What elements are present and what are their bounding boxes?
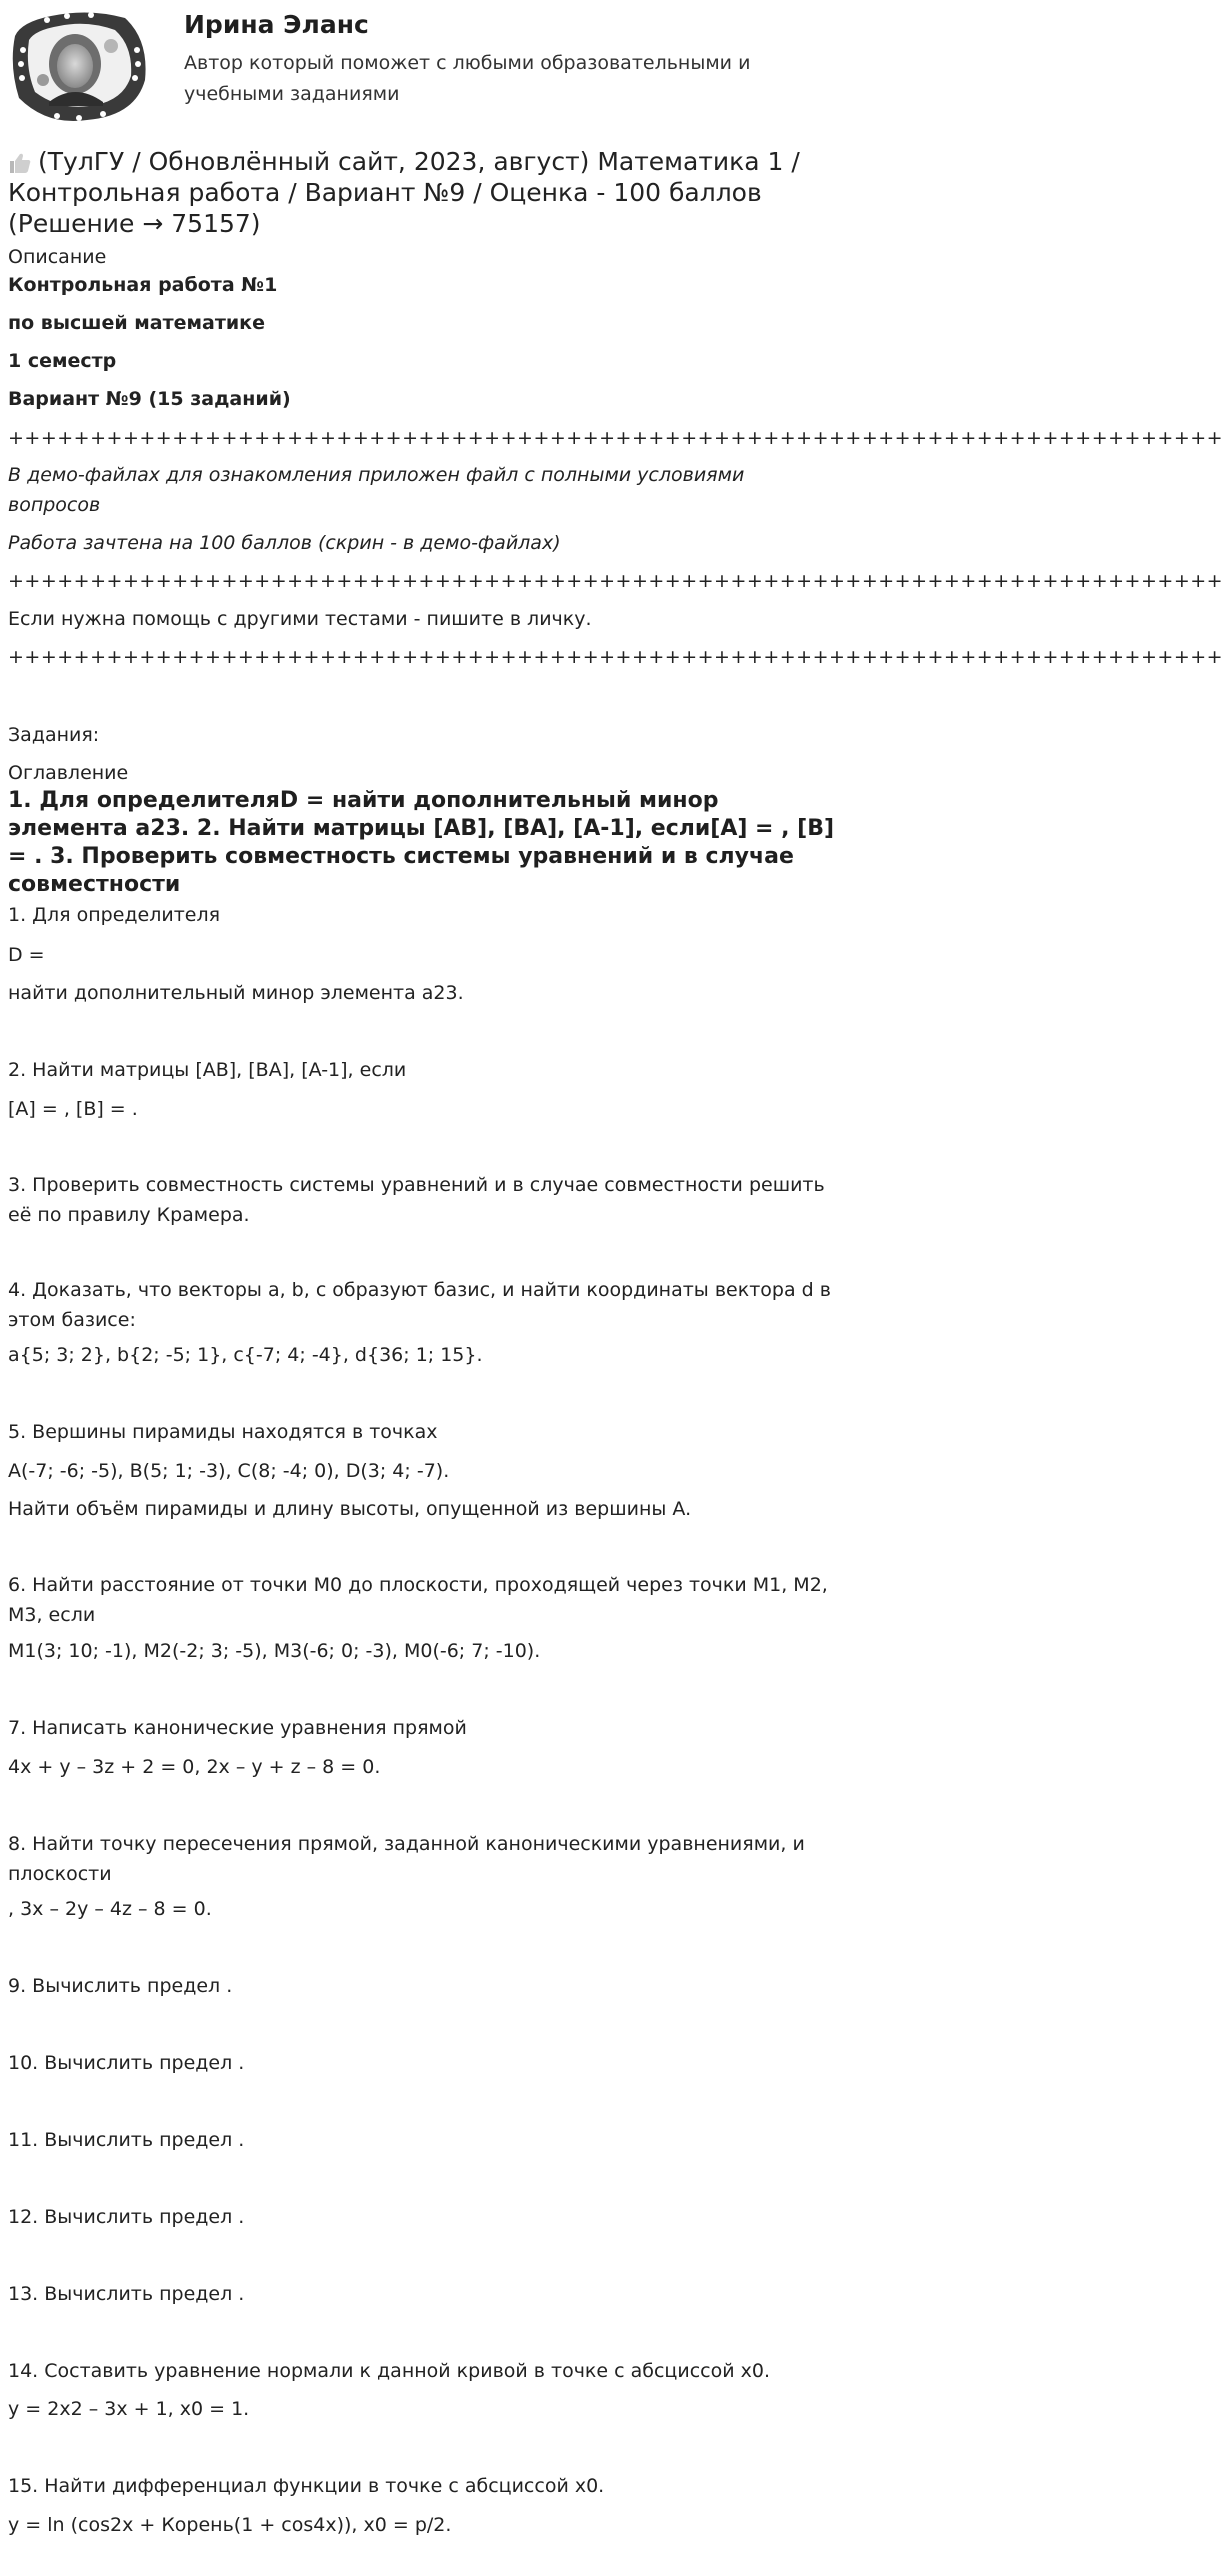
separator-line: ++++++++++++++++++++++++++++++++++++++++++++++++++++++++++++++++++++++++++: [8, 646, 1223, 668]
task-line: a{5; 3; 2}, b{2; -5; 1}, c{-7; 4; -4}, d{36; 1; 15}.: [8, 1344, 483, 1366]
task-line: 14. Составить уравнение нормали к данной кривой в точке с абсциссой x0.: [8, 2360, 770, 2382]
task-line: 8. Найти точку пересечения прямой, заданной каноническими уравнениями, и плоскости: [8, 1833, 805, 1885]
description-bold-line: Вариант №9 (15 заданий): [8, 388, 291, 410]
task-line: y = ln (cos2x + Корень(1 + cos4x)), x0 = p/2.: [8, 2514, 452, 2536]
task-line: M1(3; 10; -1), M2(-2; 3; -5), M3(-6; 0; -3), M0(-6; 7; -10).: [8, 1640, 541, 1662]
task-line: найти дополнительный минор элемента a23.: [8, 982, 464, 1004]
author-avatar[interactable]: [7, 6, 149, 126]
task-line: 10. Вычислить предел .: [8, 2052, 245, 2074]
task-line: D =: [8, 944, 45, 966]
toc-heading: 1. Для определителяD = найти дополнительный минор элемента a23. 2. Найти матрицы [AB], [BA], [A-1], если[A] = , [B] = . 3. Проверить совместность системы уравнений и в случае совместности: [8, 788, 835, 897]
task-line: 5. Вершины пирамиды находятся в точках: [8, 1421, 438, 1443]
task-line: 9. Вычислить предел .: [8, 1975, 233, 1997]
description-label: Описание: [8, 246, 107, 268]
help-text: Если нужна помощь с другими тестами - пишите в личку.: [8, 608, 592, 630]
author-bio: Автор который поможет с любыми образовательными и учебными заданиями: [184, 52, 751, 105]
task-line: 7. Написать канонические уравнения прямой: [8, 1717, 467, 1739]
thumbs-up-icon[interactable]: [8, 152, 32, 174]
description-bold-line: Контрольная работа №1: [8, 274, 278, 296]
task-line: 4x + y – 3z + 2 = 0, 2x – y + z – 8 = 0.: [8, 1756, 381, 1778]
product-title: [8, 146, 833, 239]
demo-files-note: В демо-файлах для ознакомления приложен файл с полными условиями вопросов: [8, 464, 745, 516]
task-line: 11. Вычислить предел .: [8, 2129, 245, 2151]
tasks-label: Задания:: [8, 724, 100, 746]
description-bold-line: 1 семестр: [8, 350, 117, 372]
product-title-text: (ТулГУ / Обновлённый сайт, 2023, август) Математика 1 / Контрольная работа / Вариант №9 / Оценка - 100 баллов (Решение → 75157): [8, 147, 800, 238]
task-line: 3. Проверить совместность системы уравнений и в случае совместности решить её по правилу Крамера.: [8, 1174, 825, 1226]
task-line: , 3x – 2y – 4z – 8 = 0.: [8, 1898, 212, 1920]
task-line: 15. Найти дифференциал функции в точке с абсциссой x0.: [8, 2475, 605, 2497]
toc-label: Оглавление: [8, 762, 129, 784]
task-line: Найти объём пирамиды и длину высоты, опущенной из вершины A.: [8, 1498, 692, 1520]
separator-line: ++++++++++++++++++++++++++++++++++++++++++++++++++++++++++++++++++++++++++: [8, 427, 1223, 449]
task-line: [A] = , [B] = .: [8, 1098, 138, 1120]
task-line: 6. Найти расстояние от точки M0 до плоскости, проходящей через точки M1, M2, M3, если: [8, 1574, 828, 1626]
description-bold-line: по высшей математике: [8, 312, 265, 334]
task-line: 12. Вычислить предел .: [8, 2206, 245, 2228]
score-note: Работа зачтена на 100 баллов (скрин - в демо-файлах): [8, 532, 561, 554]
task-line: A(-7; -6; -5), B(5; 1; -3), C(8; -4; 0), D(3; 4; -7).: [8, 1460, 450, 1482]
task-line: 2. Найти матрицы [AB], [BA], [A-1], если: [8, 1059, 407, 1081]
separator-line: ++++++++++++++++++++++++++++++++++++++++++++++++++++++++++++++++++++++++++: [8, 570, 1223, 592]
task-line: 4. Доказать, что векторы a, b, c образуют базис, и найти координаты вектора d в этом базисе:: [8, 1279, 831, 1331]
task-line: 1. Для определителя: [8, 904, 221, 926]
task-line: y = 2x2 – 3x + 1, x0 = 1.: [8, 2398, 250, 2420]
task-line: 13. Вычислить предел .: [8, 2283, 245, 2305]
author-name[interactable]: Ирина Эланс: [184, 10, 369, 39]
